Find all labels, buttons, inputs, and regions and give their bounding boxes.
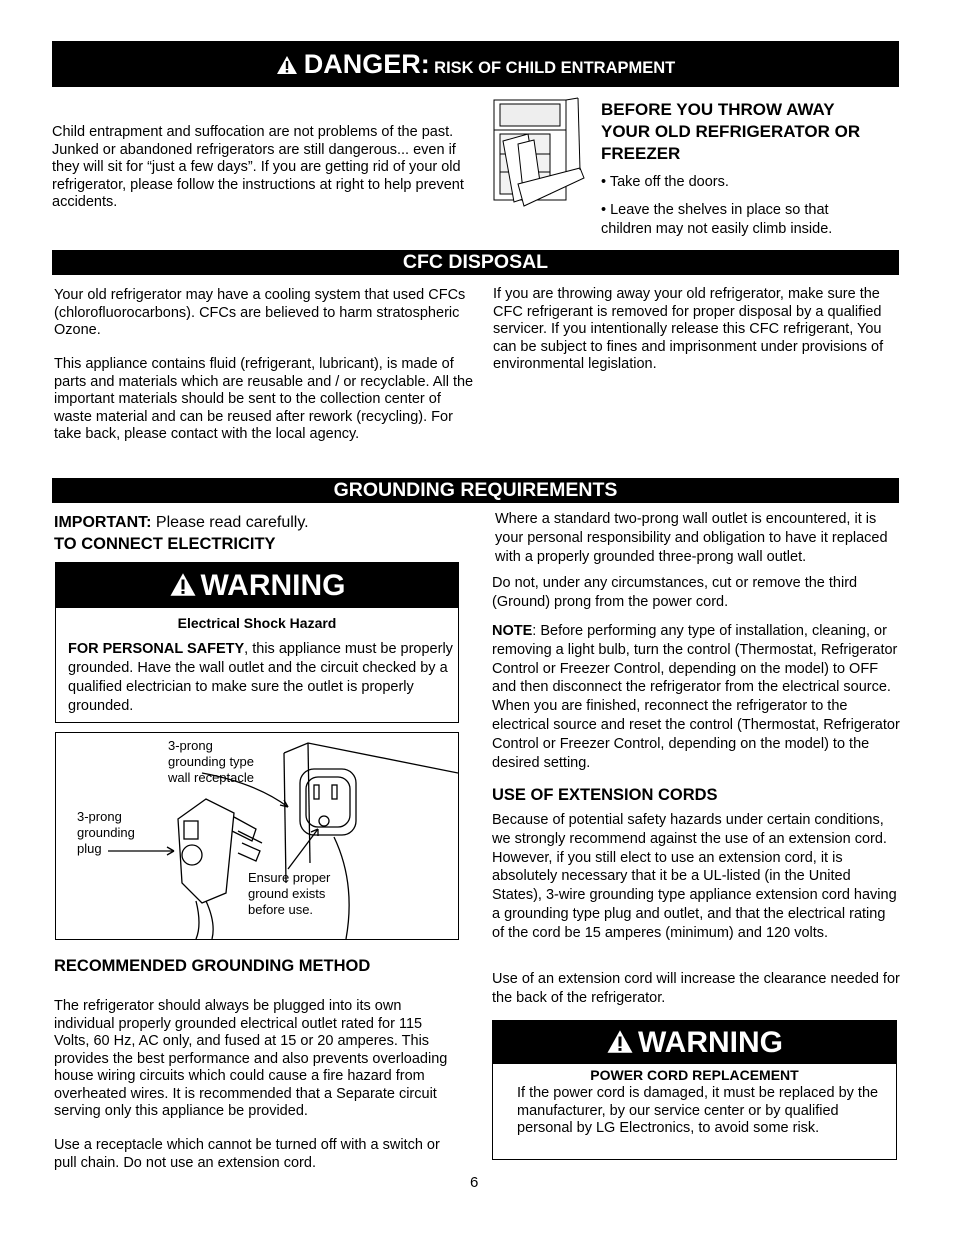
grounding-note: NOTE: Before performing any type of installation, cleaning, or removing a light bulb, turn the control (Thermostat, Refrigerator Control or Freezer Control, depending on the model) to OFF and then disconnect the refrigerator from the electrical source. When you are finished, reconnect the refrigerator to the electrical source and reset the control (Thermostat, Refrigerator Control or Freezer Control, depending on the model) to the desired setting. (492, 623, 900, 771)
connect-heading: TO CONNECT ELECTRICITY (54, 535, 276, 553)
warning-text: If the power cord is damaged, it must be replaced by the manufacturer, by our service center or by qualified personal by LG Electronics, to avoid some risk. (517, 1085, 879, 1136)
receptacle-label: 3-prong grounding type wall receptacle (168, 738, 255, 785)
cfc-left-p1: Your old refrigerator may have a cooling system that used CFCs (chlorofluorocarbons). CFCs are believed to harm stratospheric Ozone. (54, 287, 466, 338)
method-p2: Use a receptacle which cannot be turned off with a switch or pull chain. Do not use an extension cord. (54, 1137, 440, 1171)
bullet-dot: • (601, 202, 607, 218)
bullet-leave-shelves: • Leave the shelves in place so that children may not easily climb inside. (601, 202, 833, 237)
danger-subtitle: RISK OF CHILD ENTRAPMENT (434, 59, 676, 77)
cfc-right-p1: If you are throwing away your old refrigerator, make sure the CFC refrigerant is removed for proper disposal by a qualified servicer. If you intentionally release this CFC refrigerant, You can be subject to fines and imprisonment under provisions of environmental legislation. (493, 286, 884, 372)
grounding-banner (52, 478, 899, 503)
ensure-ground-label: Ensure proper ground exists before use. (248, 870, 331, 917)
danger-banner (52, 41, 899, 87)
danger-label: DANGER: (303, 49, 430, 79)
warning-triangle-icon (276, 55, 298, 75)
method-heading: RECOMMENDED GROUNDING METHOD (54, 957, 371, 975)
cfc-left-p2: This appliance contains fluid (refrigerant, lubricant), is made of parts and materials which are reusable and / or recyclable. All the important materials should be sent to the collection center of waste material and can be reused after rework (recycling). For take back, please contact with the local agency. (54, 356, 474, 442)
grounding-diagram (55, 732, 459, 940)
cfc-title: CFC DISPOSAL (402, 251, 549, 273)
extension-p2: Use of an extension cord will increase the clearance needed for the back of the refrigerator. (492, 971, 900, 1006)
plug-label: 3-prong grounding plug (77, 809, 135, 856)
warning-header: WARNING (493, 1021, 896, 1064)
before-throw-heading: BEFORE YOU THROW AWAY YOUR OLD REFRIGERATOR OR FREEZER (601, 100, 861, 163)
grounding-right-p2: Do not, under any circumstances, cut or remove the third (Ground) prong from the power cord. (492, 575, 858, 610)
refrigerator-illustration (488, 96, 588, 216)
grounding-right-p1: Where a standard two-prong wall outlet is encountered, it is your personal responsibility and obligation to have it replaced with a properly grounded three-prong wall outlet. (495, 511, 888, 565)
cfc-banner (52, 250, 899, 275)
important-line: IMPORTANT: Please read carefully. (54, 514, 309, 531)
warning-subtitle: POWER CORD REPLACEMENT (590, 1067, 799, 1083)
warning-box-shock (55, 562, 459, 723)
warning-text: FOR PERSONAL SAFETY, this appliance must be properly grounded. Have the wall outlet and the circuit checked by a qualified electrician to make sure the outlet is properly grounded. (68, 641, 453, 714)
grounding-title: GROUNDING REQUIREMENTS (333, 479, 618, 501)
page-number: 6 (470, 1174, 479, 1191)
warning-triangle-icon (606, 1029, 634, 1054)
warning-triangle-icon (169, 572, 197, 597)
bullet-take-off-doors: • Take off the doors. (601, 174, 729, 190)
extension-p1: Because of potential safety hazards under certain conditions, we strongly recommend against the use of an extension cord. However, if you still elect to use an extension cord, it is absolutely necessary that it be a UL-listed (in the United States), 3-wire grounding type appliance extension cord having a grounding type plug and outlet, and that the electrical rating of the cord be 15 amperes (minimum) and 120 volts. (492, 812, 897, 941)
warning-box-power-cord (492, 1020, 897, 1160)
bullet-dot: • (601, 174, 607, 190)
method-p1: The refrigerator should always be plugged into its own individual properly grounded electrical outlet rated for 115 Volts, 60 Hz, AC only, and fused at 15 or 20 amperes. This provides the best performance and also prevents overloading house wiring circuits which could cause a fire hazard from overheated wires. It is recommended that a Separate circuit serving only this appliance be provided. (54, 998, 448, 1119)
danger-intro: Child entrapment and suffocation are not problems of the past. Junked or abandoned refrigerators are still dangerous... even if they will sit for “just a few days”. If you are getting rid of your old refrigerator, please follow the instructions at right to help prevent accidents. (52, 124, 464, 210)
warning-subtitle: Electrical Shock Hazard (177, 615, 337, 631)
warning-header: WARNING (56, 563, 458, 608)
extension-cords-heading: USE OF EXTENSION CORDS (492, 786, 718, 804)
plug-and-outlet-illustration (56, 733, 458, 939)
